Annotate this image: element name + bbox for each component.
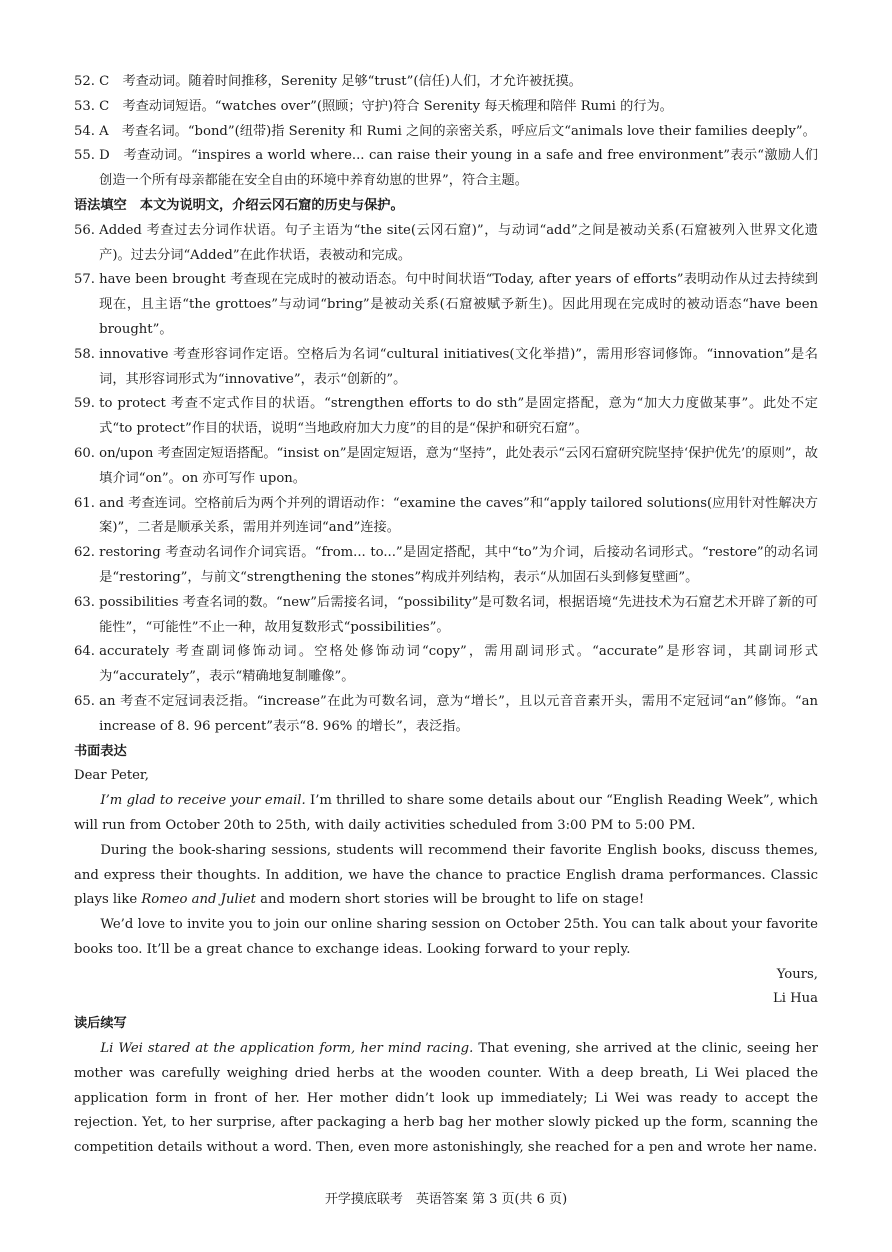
item-text: C 考查动词。随着时间推移，Serenity 足够“trust”(信任)人们，才允许被抚摸。 [99,74,582,89]
item-number: 63. [74,594,100,610]
item-text: A 考查名词。“bond”(纽带)指 Serenity 和 Rumi 之间的亲密关系，呼应后文“animals love their families deeply”。 [99,123,816,139]
item-text: restoring 考查动名词作介词宾语。“from... to...”是固定搭配，其中“to”为介词，后接动名词形式。“restore”的动名词是“restoring”，与前文“strengthening the stones”构成并列结构，表示“从加固石头到修复壁画”。 [99,545,818,585]
answer-item-57 [74,268,818,342]
item-number: 52. [74,74,100,89]
writing-section-heading: 书面表达 [74,743,127,759]
item-text: and 考查连词。空格前后为两个并列的谓语动作：“examine the caves”和“apply tailored solutions(应用针对性解决方案)”，二者是顺承关系，需用并列连词“and”连接。 [99,495,818,536]
continuation-opening-italic: Li Wei stared at the application form, her mind racing. [100,1041,474,1057]
letter-paragraph-1 [74,789,818,839]
item-number: 60. [74,445,100,461]
grammar-section-heading: 语法填空 本文为说明文，介绍云冈石窟的历史与保护。 [74,197,404,213]
answer-item-53 [74,95,818,120]
item-number: 62. [74,545,100,561]
item-number: 53. [74,98,100,114]
answers-section-grammar [74,219,818,740]
letter-paragraph-1-text: I’m thrilled to share some details about our “English Reading Week”, which will run from October 20th to 25th, with daily activities scheduled from 3:00 PM to 5:00 PM. [74,793,819,833]
item-text: to protect 考查不定式作目的状语。“strengthen efforts to do sth”是固定搭配，意为“加大力度做某事”。此处不定式“to protect”作目的状语，说明“当地政府加大力度”的目的是“保护和研究石窟”。 [99,396,818,437]
item-number: 57. [74,272,100,288]
item-text: innovative 考查形容词作定语。空格后为名词“cultural initiatives(文化举措)”，需用形容词修饰。“innovation”是名词，其形容词形式为“innovative”，表示“创新的”。 [99,346,818,387]
item-text: possibilities 考查名词的数。“new”后需接名词，“possibility”是可数名词，根据语境“先进技术为石窟艺术开辟了新的可能性”，“可能性”不止一种，故用复数形式“possibilities”。 [99,594,818,635]
item-number: 64. [74,644,100,660]
item-text: have been brought 考查现在完成时的被动语态。句中时间状语“Today, after years of efforts”表明动作从过去持续到现在，且主语“the grottoes”与动词“bring”是被动关系(石窟被赋予新生)。因此用现在完成时的被动语态“have been brought”。 [99,272,818,337]
page-footer: 开学摸底联考 英语答案 第 3 页(共 6 页) [324,1192,568,1207]
answer-item-59 [74,392,818,442]
answer-item-61 [74,492,818,542]
letter-paragraph-2-text-b: and modern short stories will be brought to life on stage! [255,892,645,908]
letter-paragraph-2 [74,839,818,913]
answer-item-55 [74,144,818,194]
answer-item-58 [74,343,818,393]
answer-item-64 [74,640,818,690]
item-number: 61. [74,495,100,511]
answer-item-65 [74,690,818,740]
letter-closing: Yours, [776,966,818,982]
item-number: 55. [74,148,100,164]
continuation-paragraph [74,1037,818,1161]
answer-item-63 [74,591,818,641]
item-number: 59. [74,396,100,412]
item-number: 56. [74,222,100,238]
answer-item-60 [74,442,818,492]
answers-section-reading [74,70,818,194]
item-text: C 考查动词短语。“watches over”(照顾；守护)符合 Serenity 每天梳理和陪伴 Rumi 的行为。 [99,98,673,114]
item-number: 54. [74,123,100,139]
item-text: on/upon 考查固定短语搭配。“insist on”是固定短语，意为“坚持”，此处表示“云冈石窟研究院坚持‘保护优先’的原则”，故填介词“on”。on 亦可写作 upon。 [99,445,818,486]
answer-item-52 [74,70,818,95]
letter-paragraph-2-text-a: During the book-sharing sessions, students will recommend their favorite English books, discuss themes, and express their thoughts. In addition, we have the chance to practice English drama performances. Classic plays like [74,842,818,908]
item-text: an 考查不定冠词表泛指。“increase”在此为可数名词，意为“增长”，且以元音音素开头，需用不定冠词“an”修饰。“an increase of 8. 96 percent”表示“8. 96% 的增长”，表泛指。 [99,693,818,734]
answer-item-54 [74,120,818,145]
letter-paragraph-3: We’d love to invite you to join our online sharing session on October 25th. You can talk about your favorite books too. It’ll be a great chance to exchange ideas. Looking forward to your reply. [74,917,818,957]
item-number: 65. [74,693,100,709]
continuation-section-heading: 读后续写 [74,1016,127,1032]
letter-greeting: Dear Peter, [74,768,149,784]
item-number: 58. [74,346,100,362]
letter-signature: Li Hua [772,991,818,1007]
continuation-text: That evening, she arrived at the clinic, seeing her mother was carefully weighing dried herbs at the wooden counter. With a deep breath, Li Wei placed the application form in front of her. Her mother didn’t look up immediately; Li Wei was ready to accept the rejection. Yet, to her surprise, after packaging a herb bag her mother slowly picked up the form, scanning the competition details without a word. Then, even more astonishingly, she reached for a pen and wrote her name. [74,1041,818,1156]
answer-item-62 [74,541,818,591]
item-text: accurately 考查副词修饰动词。空格处修饰动词“copy”，需用副词形式。“accurate”是形容词，其副词形式为“accurately”，表示“精确地复制雕像”。 [99,644,818,685]
item-text: D 考查动词。“inspires a world where... can raise their young in a safe and free environment”表示“激励人们创造一个所有母亲都能在安全自由的环境中养育幼崽的世界”，符合主题。 [99,148,818,189]
play-title-italic: Romeo and Juliet [141,892,256,908]
letter-opening-italic: I’m glad to receive your email. [100,793,306,809]
item-text: Added 考查过去分词作状语。句子主语为“the site(云冈石窟)”，与动词“add”之间是被动关系(石窟被列入世界文化遗产)。过去分词“Added”在此作状语，表被动和完成。 [99,222,818,263]
answer-item-56 [74,219,818,269]
